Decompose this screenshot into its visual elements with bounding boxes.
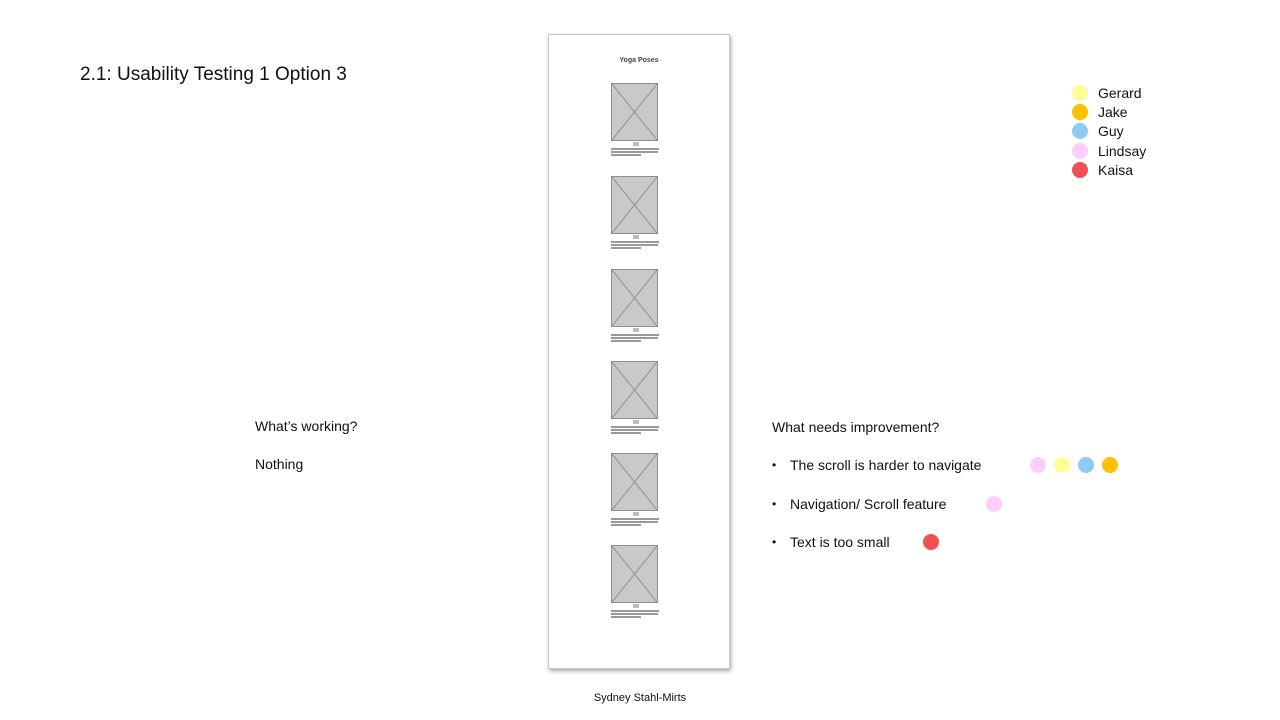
text-line <box>611 521 658 523</box>
improvement-item <box>772 534 947 550</box>
improvement-heading: What needs improvement? <box>772 419 940 435</box>
image-placeholder-icon <box>611 545 658 603</box>
text-line <box>611 337 658 339</box>
image-placeholder-icon <box>611 269 658 327</box>
legend-dot-lindsay <box>1072 143 1088 159</box>
pose-card <box>611 361 661 434</box>
improvement-text: Text is too small <box>790 534 890 550</box>
bullet-icon: • <box>772 458 777 472</box>
image-placeholder-icon <box>611 361 658 419</box>
pose-card <box>611 83 661 156</box>
placeholder-caption <box>633 235 639 239</box>
legend-row-lindsay <box>1072 141 1146 160</box>
image-placeholder-icon <box>611 176 658 234</box>
legend-label-kaisa: Kaisa <box>1098 162 1134 179</box>
working-heading: What’s working? <box>255 418 358 434</box>
text-line <box>611 429 658 431</box>
legend-row-gerard <box>1072 83 1146 102</box>
placeholder-caption <box>633 512 639 516</box>
participant-legend <box>1072 83 1146 180</box>
text-line <box>611 426 659 428</box>
image-placeholder-icon <box>611 453 658 511</box>
text-line <box>611 610 659 612</box>
legend-label-guy: Guy <box>1098 123 1124 140</box>
working-value: Nothing <box>255 456 304 472</box>
vote-dot <box>1102 457 1118 473</box>
text-line <box>611 148 659 150</box>
mockup-title: Yoga Poses <box>619 57 659 64</box>
text-line <box>611 151 658 153</box>
legend-label-jake: Jake <box>1098 104 1128 121</box>
placeholder-caption <box>633 142 639 146</box>
text-line <box>611 247 641 249</box>
legend-row-guy <box>1072 122 1146 141</box>
bullet-icon: • <box>772 497 777 511</box>
placeholder-caption <box>633 604 639 608</box>
legend-label-lindsay: Lindsay <box>1098 142 1147 159</box>
legend-label-gerard: Gerard <box>1098 84 1142 101</box>
vote-dots <box>986 496 1010 512</box>
slide-title: 2.1: Usability Testing 1 Option 3 <box>80 64 347 85</box>
text-line <box>611 518 659 520</box>
legend-row-kaisa <box>1072 161 1146 180</box>
improvement-item <box>772 496 1010 512</box>
improvement-item <box>772 457 1126 473</box>
vote-dot <box>1054 457 1070 473</box>
text-line <box>611 340 641 342</box>
wireframe-mockup <box>548 34 730 669</box>
text-line <box>611 241 659 243</box>
pose-card <box>611 545 661 618</box>
vote-dot <box>923 534 939 550</box>
vote-dots <box>1030 457 1126 473</box>
text-line <box>611 616 641 618</box>
pose-card <box>611 453 661 526</box>
legend-dot-jake <box>1072 104 1088 120</box>
legend-dot-guy <box>1072 123 1088 139</box>
placeholder-caption <box>633 420 639 424</box>
vote-dot <box>1030 457 1046 473</box>
text-line <box>611 613 658 615</box>
legend-dot-gerard <box>1072 85 1088 101</box>
legend-row-jake <box>1072 102 1146 121</box>
legend-dot-kaisa <box>1072 162 1088 178</box>
text-line <box>611 154 641 156</box>
text-line <box>611 334 659 336</box>
pose-card <box>611 269 661 342</box>
vote-dot <box>1078 457 1094 473</box>
improvement-text: Navigation/ Scroll feature <box>790 496 947 512</box>
vote-dot <box>986 496 1002 512</box>
placeholder-caption <box>633 328 639 332</box>
bullet-icon: • <box>772 535 777 549</box>
text-line <box>611 524 641 526</box>
author-credit: Sydney Stahl-Mirts <box>593 692 687 704</box>
text-line <box>611 432 641 434</box>
improvement-text: The scroll is harder to navigate <box>790 457 982 473</box>
image-placeholder-icon <box>611 83 658 141</box>
pose-card <box>611 176 661 249</box>
text-line <box>611 244 658 246</box>
vote-dots <box>923 534 947 550</box>
